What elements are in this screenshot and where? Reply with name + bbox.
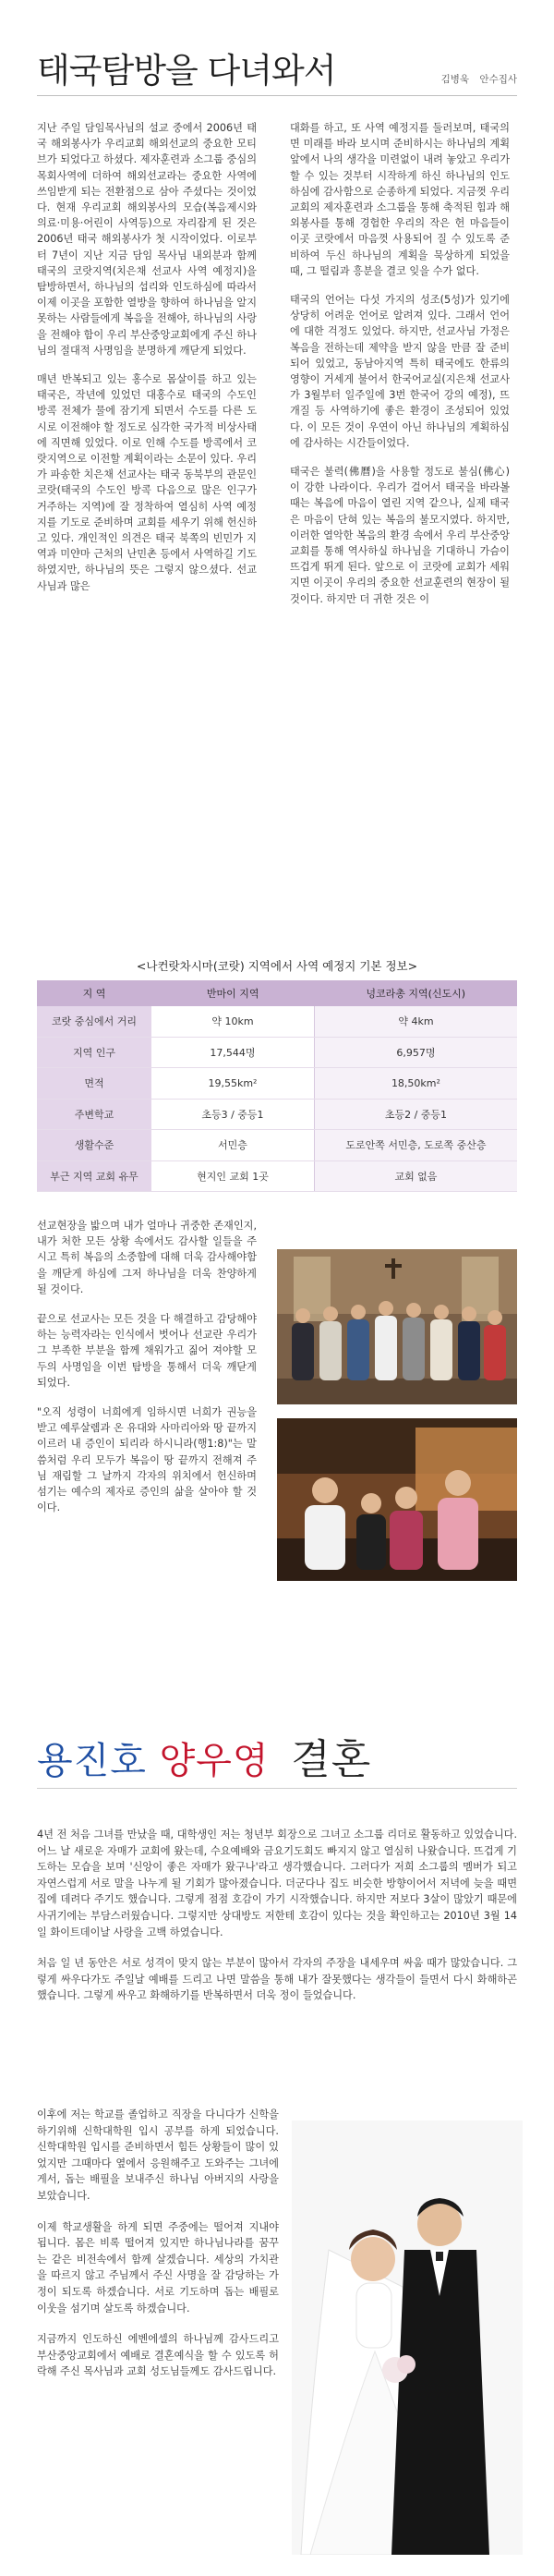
paragraph: 끝으로 선교사는 모든 것을 다 해결하고 감당해야 하는 능력자라는 인식에서 벗어나 선교란 우리가 그 부족한 부분을 함께 채워가고 짊어 져야할 모두의 사명임을 이번 탐방을 통해서 더욱 깨닫게 되었다. — [37, 1313, 257, 1389]
table-cell: 교회 없음 — [314, 1160, 517, 1192]
table-cell: 6,957명 — [314, 1037, 517, 1068]
table-row — [37, 1099, 517, 1130]
article1-byline — [434, 72, 517, 86]
table-row — [37, 1068, 517, 1100]
table-cell: 서민층 — [151, 1130, 314, 1161]
table-header-row — [37, 980, 517, 1006]
site-info-table-block — [37, 956, 517, 1192]
table-cell: 약 10km — [151, 1006, 314, 1037]
paragraph: 4년 전 처음 그녀를 만났을 때, 대학생인 저는 청년부 회장으로 그녀고 소그룹 리더로 활동하고 있었습니다. 어느 날 새로운 자매가 교회에 왔는데, 수요예배와 금요기도회도 빠지지 않고 열심히 나왔습니다. 뜨겁게 기도하는 모습을 보며 '신앙이 좋은 자매가 왔구나'라고 생각했습니다. 그러다가 저희 소그룹의 멤버가 되고 자연스럽게 서로 말을 나누게 될 기회가 많아졌습니다. 더군다나 집도 비슷한 방향이어서 저녁에 늦을 때면 집에 데려다 주기도 했습니다. 그렇게 점점 호감이 가기 시작했습니다. 하지만 저보다 3살이 많았기 때문에 사귀기에는 부담스러웠습니다. 그렇지만 상대방도 저한테 호감이 있다는 것을 확인하고는 2010년 3월 14일 화이트데이날 사랑을 고백 하였습니다. — [37, 1829, 517, 1938]
table-key-cell: 부근 지역 교회 유무 — [37, 1160, 151, 1192]
article1-header — [37, 37, 517, 92]
paragraph: 이후에 저는 학교를 졸업하고 직장을 다니다가 신학을 하기위해 신학대학원 입시 공부를 하게 되었습니다. 신학대학원 입시를 준비하면서 힘든 상황들이 많이 있었지만 그때마다 옆에서 응원해주고 도와주는 그녀에게서, 돕는 배필을 보내주신 하나님 아버지의 사랑을 보았습니다. — [37, 2108, 279, 2202]
paragraph: 지금까지 인도하신 에벤에셀의 하나님께 감사드리고 부산중앙교회에서 예배로 결혼예식을 할 수 있도록 허락해 주신 목사님과 교회 성도님들께도 감사드립니다. — [37, 2333, 279, 2378]
groom-name: 용진호 — [37, 1740, 147, 1782]
article1-title: 태국탐방을 다녀와서 — [37, 51, 336, 91]
table-header-cell: 지 역 — [37, 980, 151, 1006]
group-photo — [277, 1249, 517, 1404]
table-cell: 현지인 교회 1곳 — [151, 1160, 314, 1192]
author-role: 안수집사 — [479, 74, 517, 85]
article1-right-column — [290, 120, 510, 620]
table-cell: 18,50km² — [314, 1068, 517, 1100]
table-row — [37, 1160, 517, 1192]
table-cell: 초등3 / 중등1 — [151, 1099, 314, 1130]
site-info-table — [37, 980, 517, 1192]
family-photo — [277, 1418, 517, 1581]
article2-column — [37, 2107, 279, 2395]
group-photo-illustration — [277, 1249, 517, 1404]
table-caption: <나컨랏차시마(코랏) 지역에서 사역 예정지 기본 정보> — [136, 959, 418, 973]
paragraph: 태국은 불력(佛曆)을 사용할 정도로 불심(佛心)이 강한 나라이다. 우리가 걸어서 태국을 바라볼 때는 복음에 마음이 열린 지역 같으나, 실제 태국은 마음이 단혀 있는 복음의 불모지였다. 하지만, 이러한 열악한 복음의 환경 속에서 우리 부산중앙교회를 통해 역사하실 하나님을 기대하니 가슴이 뜨겁게 뛰게 된다. 앞으로 이 코랏에 교회가 세워지면 이곳이 우리의 중요한 선교훈련의 현장이 될 것이다. 하지만 더 귀한 것은 이 — [290, 466, 510, 605]
table-key-cell: 코랏 중심에서 거리 — [37, 1006, 151, 1037]
table-key-cell: 지역 인구 — [37, 1037, 151, 1068]
bride-name: 양우영 — [159, 1740, 270, 1782]
table-cell: 19,55km² — [151, 1068, 314, 1100]
author-name: 김병욱 — [440, 74, 470, 85]
table-cell: 17,544명 — [151, 1037, 314, 1068]
wedding-word: 결혼 — [291, 1736, 372, 1783]
paragraph: 지난 주일 담임목사님의 설교 중에서 2006년 태국 해외봉사가 우리교회 해외선교의 중요한 모티브가 되었다고 하셨다. 제자훈련과 소그룹 중심의 목회사역에 더하여 해외선교라는 중요한 사역에 쓰임받게 되는 전환점으로 삼아 주셨다는 것이었다. 현재 우리교회 해외봉사의 모습(복음제시와 의료·미용·어린이 사역등)으로 자리잡게 된 것은 2006년 태국 해외봉사가 첫 시작이었다. 이로부터 7년이 지난 지금 담임 목사님 내외분과 함께 태국의 코랏지역(치은채 선교사 사역 예정지)을 탐방하면서, 하나님의 섭리와 인도하심에 따라서 이제 이곳을 포함한 열방을 향하여 하나님을 알지 못하는 사람들에게 복음을 전해야, 하나님의 사랑을 전해야 함이 우리 부산중앙교회에게 주신 하나님의 절대적 사명임을 분명하게 깨닫게 되었다. — [37, 122, 257, 357]
article1-left-column — [37, 120, 257, 607]
title-divider — [37, 95, 517, 96]
table-cell: 초등2 / 중등1 — [314, 1099, 517, 1130]
paragraph: 매년 반복되고 있는 홍수로 몸살이를 하고 있는 태국은, 작년에 있었던 대홍수로 태국의 수도인 방콕 전체가 물에 잠기게 되면서 수도를 다른 도시로 이전해야 할 정도로 심각한 국가적 비상사태에 직면해 있었다. 이로 인해 수도를 방콕에서 코랏지역으로 이전할 계획이라는 소문이 있다. 우리가 파송한 치은채 선교사는 태국 동북부의 관문인 코랏(태국의 수도인 방콕 다음으로 많은 인구가 거주하는 지역)에 잘 정착하여 열심히 사역 예정지를 기도로 준비하며 교회를 세우기 위해 헌신하고 있다. 개인적인 의견은 태국 북쪽의 빈민가 지역과 미얀마 근처의 난민촌 등에서 사역하길 기도하였지만, 하나님의 뜻은 그렇지 않으셨다. 선교사님과 많은 — [37, 373, 257, 592]
article2-title — [37, 1726, 371, 1785]
article1-bottom-column — [37, 1218, 257, 1529]
table-cell: 약 4km — [314, 1006, 517, 1037]
table-key-cell: 생활수준 — [37, 1130, 151, 1161]
family-photo-illustration — [277, 1418, 517, 1581]
wedding-photo — [292, 2120, 523, 2555]
article2-intro — [37, 1827, 517, 2019]
table-header-cell: 반마이 지역 — [151, 980, 314, 1006]
table-key-cell: 면적 — [37, 1068, 151, 1100]
paragraph: 태국의 언어는 다섯 가지의 성조(5성)가 있기에 상당히 어려운 언어로 알려져 있다. 그래서 언어에 대한 걱정도 있었다. 하지만, 선교사님 가정은 복음을 전하는데 제약을 받지 않을 만큼 잘 준비 되어 있었고, 동남아지역 특히 태국에도 한류의 영향이 거세게 불어서 한국어교실(지은채 선교사가 3월부터 일주일에 3번 한국어 강의 예정), 뜨개질 등 사역하기에 좋은 환경이 조성되어 있었다. 이 모든 것이 우연이 아닌 하나님의 계획하심에 감사하는 시간들이었다. — [290, 294, 510, 449]
table-key-cell: 주변학교 — [37, 1099, 151, 1130]
table-row — [37, 1037, 517, 1068]
paragraph: 이제 학교생활을 하게 되면 주중에는 떨어져 지내야 됩니다. 몸은 비록 떨어져 있지만 하나님나라를 꿈꾸는 같은 비전속에서 함께 살겠습니다. 세상의 가치관을 따르지 않고 주님께서 주신 사명을 잘 감당하는 가정이 되도록 하겠습니다. 서로 기도하며 돕는 배필로 이웃을 섬기며 살도록 하겠습니다. — [37, 2220, 279, 2315]
table-header-cell: 넝코라총 지역(신도시) — [314, 980, 517, 1006]
paragraph: 선교현장을 밟으며 내가 얼마나 귀중한 존재인지, 내가 처한 모든 상황 속에서도 감사할 일들을 주시고 특히 복음의 소중함에 대해 더욱 감사해야함을 깨닫게 하심에 그저 하나님을 더욱 찬양하게 될 것이다. — [37, 1220, 257, 1295]
wedding-photo-illustration — [292, 2120, 523, 2555]
table-row — [37, 1006, 517, 1037]
table-cell: 도로안쪽 서민층, 도로쪽 중산층 — [314, 1130, 517, 1161]
paragraph: 처음 일 년 동안은 서로 성격이 맞지 않는 부분이 많아서 각자의 주장을 내세우며 싸움 때가 많았습니다. 그렇게 싸우다가도 주일날 예배를 드리고 나면 말씀을 통해 내가 잘못했다는 생각들이 들면서 다시 화해하곤 했습니다. 그렇게 싸우고 화해하기를 반복하면서 더욱 정이 들었습니다. — [37, 1957, 517, 2002]
paragraph: 대화를 하고, 또 사역 예정지를 둘러보며, 태국의 면 미래를 바라 보시며 준비하시는 하나님의 계획 앞에서 나의 생각을 미련없이 내려 놓았고 우리가 할 수 있는 것부터 시작하게 하신 하나님의 인도하심에 감사함으로 순종하게 되었다. 지금껏 우리교회의 제자훈련과 소그룹을 통해 축적된 힘과 해외봉사를 통해 경험한 우리의 작은 헌 마음들이 이곳 코랏에서 마음껏 사용되어 질 수 있도록 준비하여 두신 하나님의 계획을 묵상하게 되었을 때, 그 떨림과 흥분을 결코 잊을 수가 없다. — [290, 122, 510, 277]
title-divider — [37, 1788, 517, 1789]
paragraph: "오직 성령이 너희에게 임하시면 너희가 권능을 받고 예루살렘과 온 유대와 사마리아와 땅 끝까지 이르러 내 증인이 되리라 하시니라(행1:8)"는 말씀처럼 우리 모두가 복음이 땅 끝까지 전해져 주님 재림할 그 날까지 각자의 위치에서 헌신하며 섬기는 예수의 제자로 증인의 삶을 살아야 할 것이다. — [37, 1406, 257, 1514]
table-row — [37, 1130, 517, 1161]
